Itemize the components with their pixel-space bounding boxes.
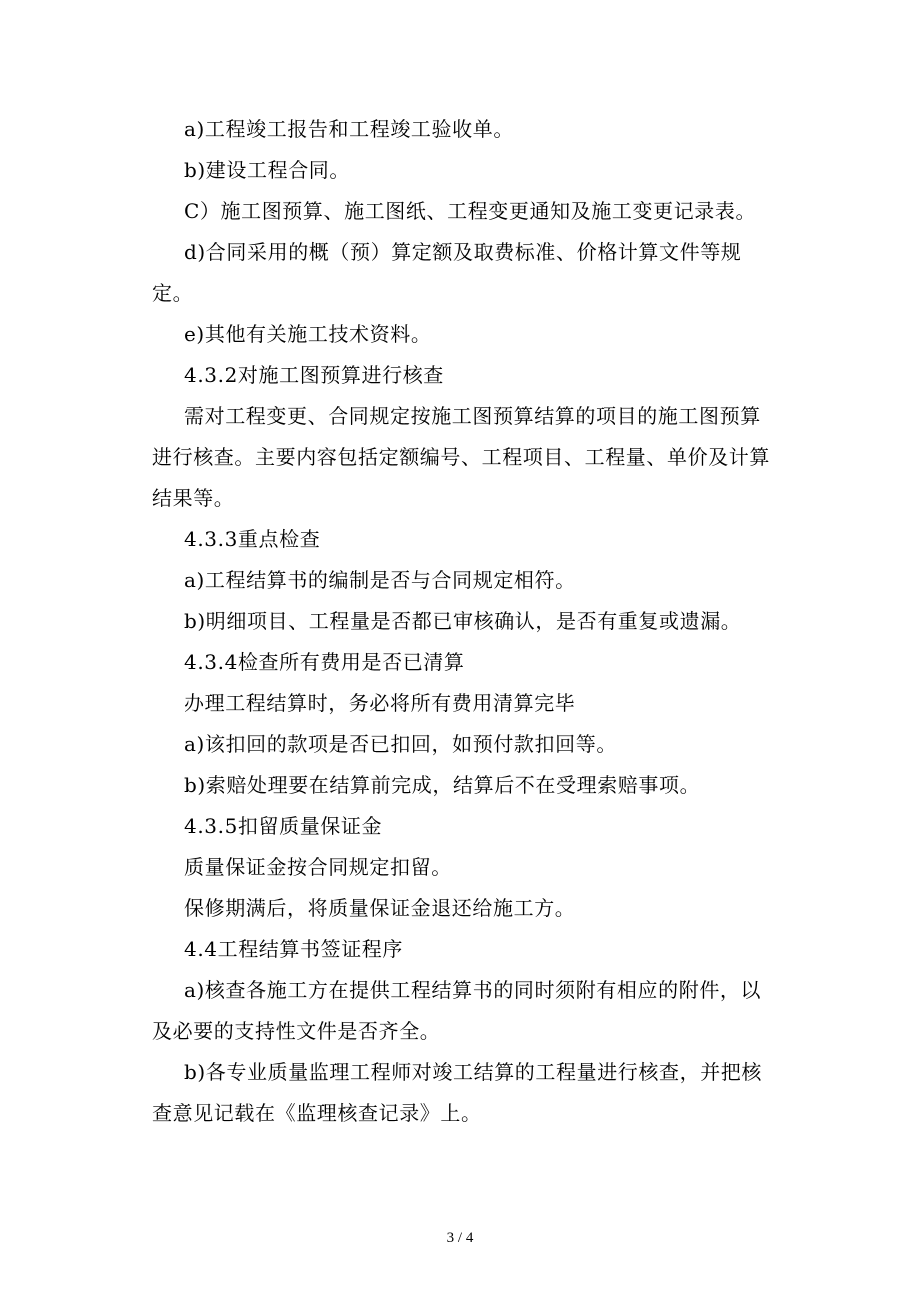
paragraph-2: b)建设工程合同。	[184, 158, 351, 182]
paragraph-10: b)明细项目、工程量是否都已审核确认，是否有重复或遗漏。	[184, 609, 742, 633]
paragraph-1: a)工程竣工报告和工程竣工验收单。	[184, 117, 514, 141]
paragraph-14: b)索赔处理要在结算前完成，结算后不在受理索赔事项。	[184, 773, 701, 797]
paragraph-3: C）施工图预算、施工图纸、工程变更通知及施工变更记录表。	[184, 199, 757, 223]
section-heading-4-3-2: 4.3.2对施工图预算进行核查	[184, 363, 444, 387]
paragraph-17: 保修期满后，将质量保证金退还给施工方。	[184, 896, 576, 920]
paragraph-13: a)该扣回的款项是否已扣回，如预付款扣回等。	[184, 732, 617, 756]
paragraph-9: a)工程结算书的编制是否与合同规定相符。	[184, 568, 576, 592]
paragraph-19: a)核查各施工方在提供工程结算书的同时须附有相应的附件，以及必要的支持性文件是否齐全。	[152, 978, 762, 1043]
paragraph-7: 需对工程变更、合同规定按施工图预算结算的项目的施工图预算进行核查。主要内容包括定额编号、工程项目、工程量、单价及计算结果等。	[152, 404, 770, 510]
paragraph-4: d)合同采用的概（预）算定额及取费标准、价格计算文件等规定。	[152, 240, 742, 305]
paragraph-12: 办理工程结算时，务必将所有费用清算完毕	[184, 691, 576, 715]
section-heading-4-3-4: 4.3.4检查所有费用是否已清算	[184, 650, 465, 674]
paragraph-5: e)其他有关施工技术资料。	[184, 322, 432, 346]
page-number: 3 / 4	[446, 1230, 474, 1246]
section-heading-4-4: 4.4工程结算书签证程序	[184, 937, 404, 961]
paragraph-20: b)各专业质量监理工程师对竣工结算的工程量进行核查，并把核查意见记载在《监理核查记录》上。	[152, 1060, 763, 1125]
section-heading-4-3-3: 4.3.3重点检查	[184, 527, 321, 551]
document-body	[152, 109, 780, 1134]
section-heading-4-3-5: 4.3.5扣留质量保证金	[184, 814, 383, 838]
paragraph-16: 质量保证金按合同规定扣留。	[184, 855, 452, 879]
